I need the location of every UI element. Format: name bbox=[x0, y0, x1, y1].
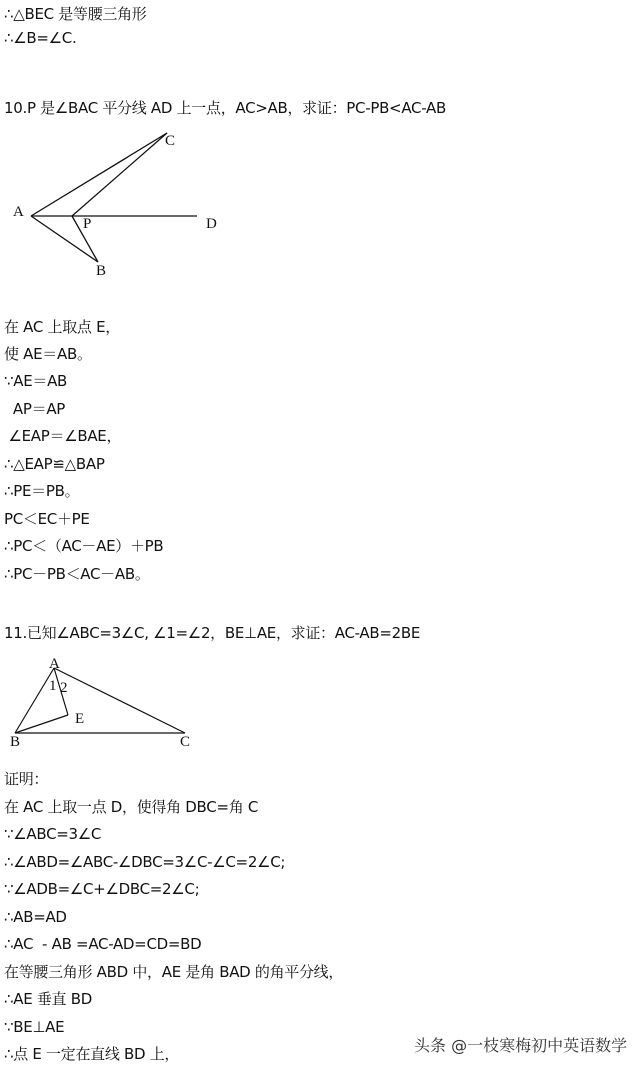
proof-line: ∴AE 垂直 BD bbox=[4, 990, 92, 1008]
proof-line: 在 AC 上取一点 D，使得角 DBC=角 C bbox=[4, 798, 259, 816]
watermark: 头条 @一枝寒梅初中英语数学 bbox=[414, 1036, 628, 1055]
label-A: A bbox=[49, 656, 60, 672]
line-PC bbox=[72, 133, 167, 216]
proof-line: PC＜EC＋PE bbox=[4, 510, 90, 528]
label-D: D bbox=[206, 216, 217, 232]
proof-line: ∠EAP＝∠BAE， bbox=[4, 427, 122, 445]
proof-line: ∵∠ABC=3∠C bbox=[4, 825, 102, 843]
figure-problem-10 bbox=[0, 125, 240, 285]
proof-line: ∴△EAP≌△BAP bbox=[4, 455, 105, 473]
proof-line: ∴AB=AD bbox=[4, 908, 67, 926]
proof-line: AP＝AP bbox=[4, 400, 66, 418]
label-P: P bbox=[83, 216, 92, 232]
label-C: C bbox=[165, 133, 176, 149]
proof-line: 使 AE＝AB。 bbox=[4, 345, 92, 363]
problem-10-title: 10.P 是∠BAC 平分线 AD 上一点，AC>AB，求证：PC-PB<AC-AB bbox=[4, 99, 446, 117]
line-AC bbox=[31, 133, 167, 216]
proof-line: ∴PE＝PB。 bbox=[4, 482, 80, 500]
proof-line: 在 AC 上取点 E， bbox=[4, 318, 120, 336]
line-AC bbox=[54, 668, 185, 733]
label-B: B bbox=[10, 734, 21, 750]
line-BE bbox=[15, 715, 68, 733]
label-E: E bbox=[75, 711, 85, 727]
label-A: A bbox=[13, 204, 24, 220]
problem-11-title: 11.已知∠ABC=3∠C, ∠1=∠2，BE⊥AE，求证：AC-AB=2BE bbox=[4, 624, 421, 642]
proof-line: ∵∠ADB=∠C+∠DBC=2∠C; bbox=[4, 880, 200, 898]
figure-problem-11 bbox=[0, 655, 200, 755]
proof-line: ∴点 E 一定在直线 BD 上， bbox=[4, 1045, 180, 1063]
proof-line: ∴∠ABD=∠ABC-∠DBC=3∠C-∠C=2∠C; bbox=[4, 853, 286, 871]
proof-line: ∵AE＝AB bbox=[4, 372, 68, 390]
proof-line: ∴PC＜（AC－AE）＋PB bbox=[4, 537, 164, 555]
text-line: ∴∠B=∠C. bbox=[4, 29, 77, 47]
text-line: ∴△BEC 是等腰三角形 bbox=[4, 5, 147, 23]
label-B: B bbox=[96, 263, 107, 279]
label-angle-1: 1 bbox=[49, 678, 57, 694]
proof-line: 证明： bbox=[4, 770, 49, 788]
proof-line: ∴PC－PB＜AC－AB。 bbox=[4, 565, 150, 583]
proof-line: 在等腰三角形 ABD 中，AE 是角 BAD 的角平分线， bbox=[4, 963, 344, 981]
proof-line: ∴AC - AB =AC-AD=CD=BD bbox=[4, 935, 202, 953]
proof-line: ∵BE⊥AE bbox=[4, 1018, 65, 1036]
label-angle-2: 2 bbox=[60, 680, 68, 696]
label-C: C bbox=[180, 734, 191, 750]
